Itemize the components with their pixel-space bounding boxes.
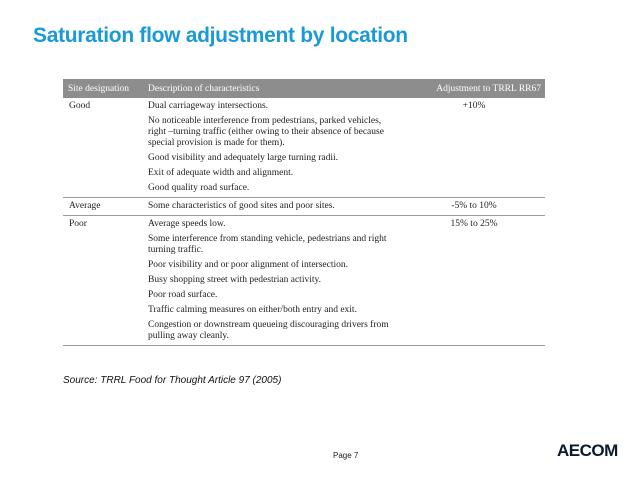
table-header-row — [63, 79, 545, 98]
description-item: Some characteristics of good sites and poor sites. — [148, 201, 335, 211]
adjustment-table-container — [63, 79, 545, 346]
table-row-average — [63, 198, 545, 216]
description-item: Poor road surface. — [148, 290, 218, 300]
adjustment-cell: 15% to 25% — [403, 216, 545, 346]
header-description: Description of characteristics — [148, 84, 260, 94]
description-item: Some interference from standing vehicle, pedestrians and right turning traffic. — [148, 234, 387, 255]
description-item: No noticeable interference from pedestrians, parked vehicles, right –turning traffic (either owing to their absence of because special provision is made for them). — [148, 116, 384, 148]
description-cell — [143, 198, 403, 216]
description-item: Good visibility and adequately large turning radii. — [148, 153, 339, 163]
description-item: Congestion or downstream queueing discouraging drivers from pulling away cleanly. — [148, 320, 389, 341]
adjustment-cell: -5% to 10% — [403, 198, 545, 216]
description-cell — [143, 216, 403, 346]
table-row-good — [63, 98, 545, 198]
page-title: Saturation flow adjustment by location — [33, 24, 408, 47]
description-item: Dual carriageway intersections. — [148, 101, 269, 111]
adjustment-table — [63, 79, 545, 346]
table-row-poor — [63, 216, 545, 346]
page-number: Page 7 — [333, 451, 359, 460]
source-citation: Source: TRRL Food for Thought Article 97 (2005) — [63, 375, 282, 386]
description-cell — [143, 98, 403, 198]
adjustment-cell: +10% — [403, 98, 545, 198]
description-item: Traffic calming measures on either/both entry and exit. — [148, 305, 357, 315]
description-item: Exit of adequate width and alignment. — [148, 168, 294, 178]
site-cell: Average — [63, 198, 143, 216]
site-cell: Poor — [63, 216, 143, 346]
header-site: Site designation — [68, 84, 129, 94]
header-adjustment: Adjustment to TRRL RR67 — [436, 84, 541, 94]
site-cell: Good — [63, 98, 143, 198]
description-item: Average speeds low. — [148, 219, 226, 229]
aecom-logo: AECOM — [557, 441, 618, 460]
description-item: Good quality road surface. — [148, 183, 250, 193]
description-item: Busy shopping street with pedestrian activity. — [148, 275, 321, 285]
description-item: Poor visibility and or poor alignment of intersection. — [148, 260, 348, 270]
